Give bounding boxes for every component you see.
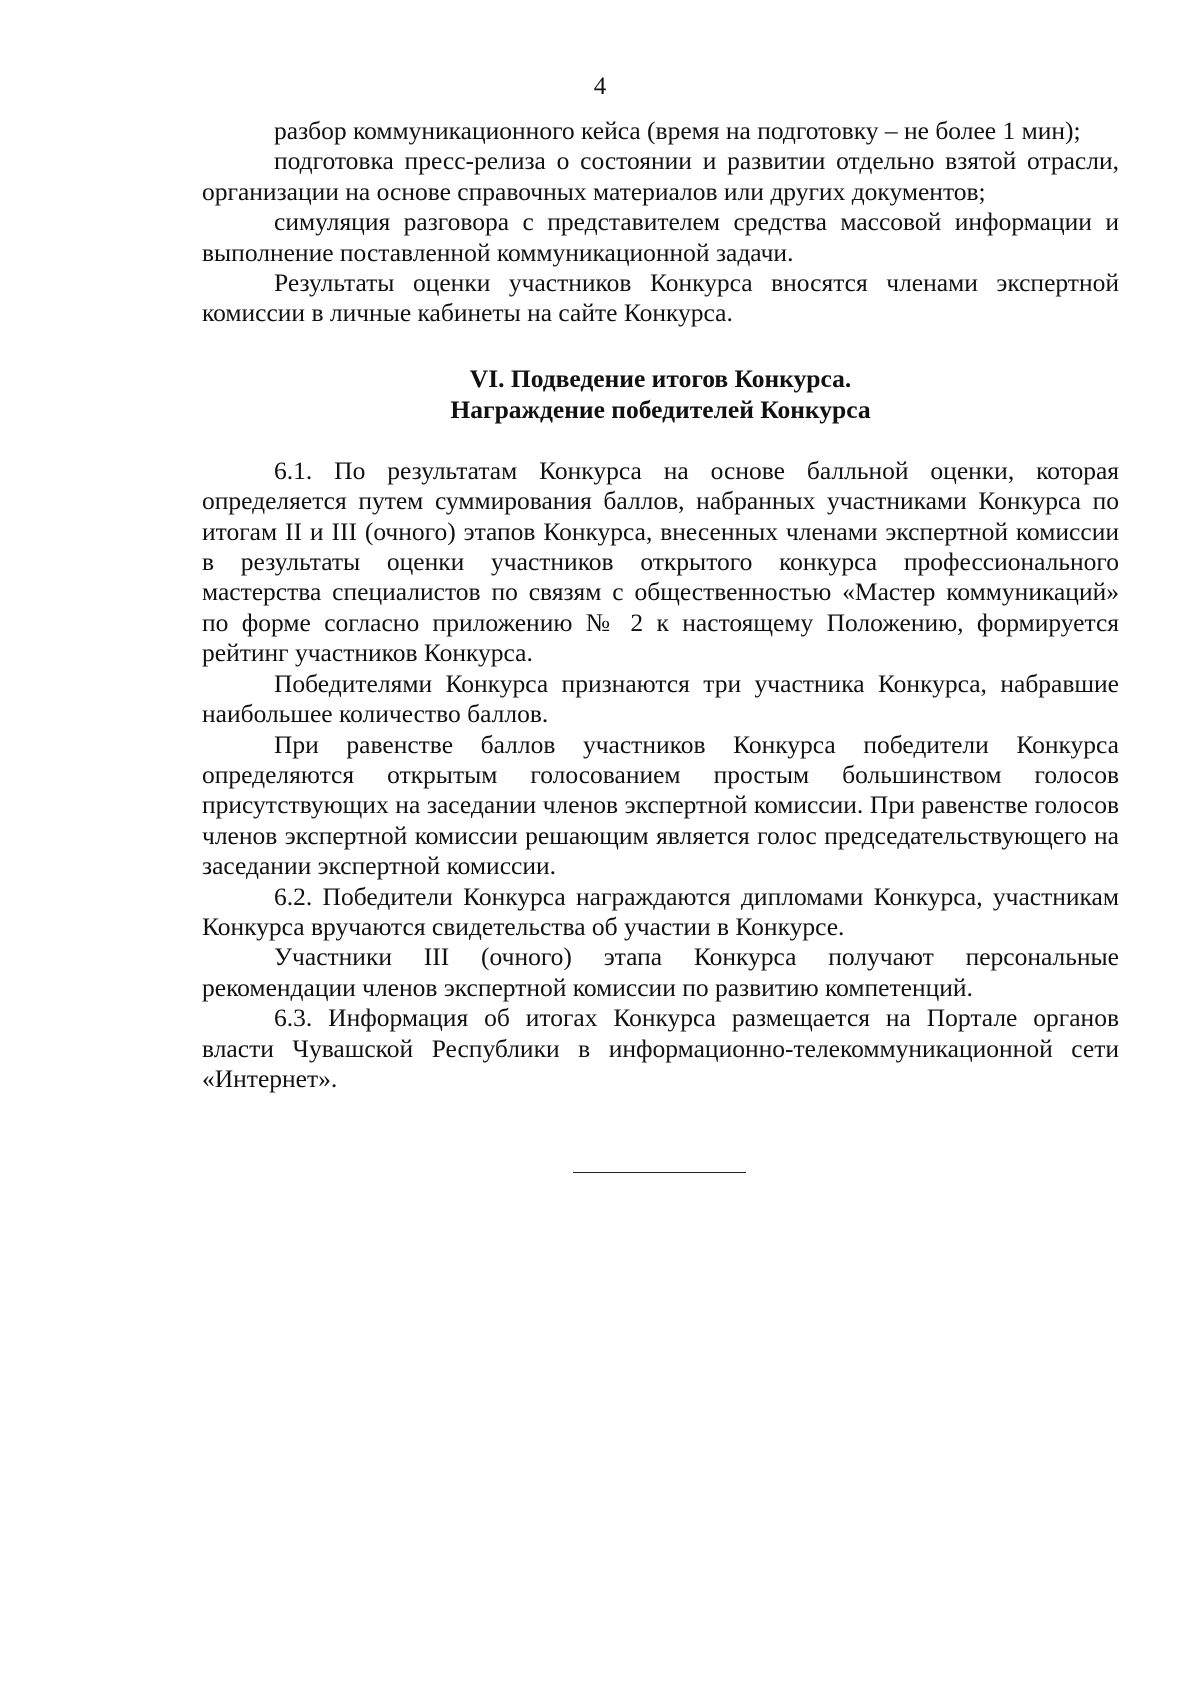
paragraph-winners: Победителями Конкурса признаются три участника Конкурса, набравшие наибольшее количество баллов. xyxy=(202,668,1119,729)
paragraph-tie-break: При равенстве баллов участников Конкурса победители Конкурса определяются открытым голосованием простым большинством голосов присутствующих на заседании членов экспертной комиссии. При равенстве голосов членов экспертной комиссии решающим является голос председательствующего на заседании экспертной комиссии. xyxy=(202,729,1119,881)
end-of-document-rule xyxy=(573,1172,746,1173)
section-heading xyxy=(202,363,1119,425)
paragraph-evaluation-results: Результаты оценки участников Конкурса вносятся членами экспертной комиссии в личные кабинеты на сайте Конкурса. xyxy=(202,268,1119,328)
paragraph-recommendations: Участники III (очного) этапа Конкурса получают персональные рекомендации членов экспертной комиссии по развитию компетенций. xyxy=(202,942,1119,1002)
paragraph-media-simulation: симуляция разговора с представителем средства массовой информации и выполнение поставленной коммуникационной задачи. xyxy=(202,207,1119,267)
paragraph-press-release: подготовка пресс-релиза о состоянии и развитии отдельно взятой отрасли, организации на основе справочных материалов или других документов; xyxy=(202,146,1119,206)
paragraph-6-3-publication: 6.3. Информация об итогах Конкурса размещается на Портале органов власти Чувашской Республики в информационно-телекоммуникационной сети «Интернет». xyxy=(202,1003,1119,1093)
page-number: 4 xyxy=(593,73,607,100)
paragraph-6-2-awards: 6.2. Победители Конкурса награждаются дипломами Конкурса, участникам Конкурса вручаются свидетельства об участии в Конкурсе. xyxy=(202,881,1119,941)
section-title-line-2: Награждение победителей Конкурса xyxy=(450,394,871,424)
paragraph-case-analysis: разбор коммуникационного кейса (время на подготовку – не более 1 мин); xyxy=(274,116,1081,145)
section-title-line-1: VI. Подведение итогов Конкурса. xyxy=(469,363,852,393)
document-body xyxy=(202,116,1119,1094)
paragraph-6-1-rating: 6.1. По результатам Конкурса на основе балльной оценки, которая определяется путем суммирования баллов, набранных участниками Конкурса по итогам II и III (очного) этапов Конкурса, внесенных членами экспертной комиссии в результаты оценки участников открытого конкурса профессионального мастерства специалистов по связям с общественностью «Мастер коммуникаций» по форме согласно приложению № 2 к настоящему Положению, формируется рейтинг участников Конкурса. xyxy=(202,455,1119,668)
